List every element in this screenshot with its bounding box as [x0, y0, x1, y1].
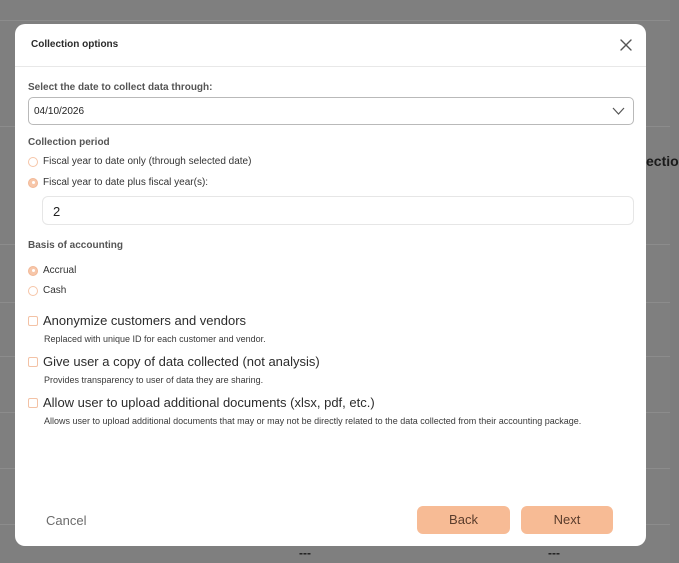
anonymize-checkbox[interactable] — [28, 316, 38, 326]
fiscal-years-input[interactable] — [42, 196, 634, 225]
radio-button[interactable] — [28, 157, 38, 167]
fiscal-years-value: 2 — [53, 204, 61, 219]
radio-button[interactable] — [28, 266, 38, 276]
close-button[interactable] — [618, 37, 634, 53]
radio-label: Fiscal year to date only (through selected date) — [43, 156, 252, 167]
radio-label: Cash — [43, 285, 67, 296]
back-button[interactable]: Back — [417, 506, 510, 534]
checkbox-label: Allow user to upload additional documents (xlsx, pdf, etc.) — [43, 395, 375, 410]
background-column-header: ectio — [646, 153, 679, 169]
copy-data-checkbox[interactable] — [28, 357, 38, 367]
checkbox-label: Anonymize customers and vendors — [43, 313, 247, 328]
radio-ytd-only[interactable] — [28, 156, 251, 167]
upload-docs-checkbox-row[interactable] — [28, 395, 375, 410]
checkbox-description: Allows user to upload additional documents that may or may not be directly related to the data collected from their accounting package. — [44, 416, 582, 426]
modal-header — [15, 24, 646, 67]
checkbox-description: Provides transparency to user of data they are sharing. — [44, 375, 264, 385]
radio-ytd-plus-years[interactable] — [28, 177, 208, 188]
checkbox-description: Replaced with unique ID for each customer and vendor. — [44, 334, 266, 344]
next-button[interactable]: Next — [521, 506, 613, 534]
chevron-down-icon — [612, 106, 625, 116]
collection-period-label: Collection period — [28, 137, 110, 148]
radio-label: Fiscal year to date plus fiscal year(s): — [43, 177, 209, 188]
date-select[interactable] — [28, 97, 634, 125]
date-section-label: Select the date to collect data through: — [28, 82, 213, 93]
copy-data-checkbox-row[interactable] — [28, 354, 320, 369]
background-dash: --- — [299, 546, 311, 560]
upload-docs-checkbox[interactable] — [28, 398, 38, 408]
selected-date: 04/10/2026 — [34, 106, 85, 117]
background-dash: --- — [548, 546, 560, 560]
radio-button[interactable] — [28, 178, 38, 188]
checkbox-label: Give user a copy of data collected (not analysis) — [43, 354, 320, 369]
modal-title: Collection options — [31, 39, 119, 50]
cancel-button[interactable]: Cancel — [46, 513, 87, 528]
anonymize-checkbox-row[interactable] — [28, 313, 246, 328]
basis-of-accounting-label: Basis of accounting — [28, 240, 124, 251]
radio-label: Accrual — [43, 265, 77, 276]
collection-options-modal — [15, 24, 646, 546]
close-icon — [618, 37, 634, 53]
radio-accrual[interactable] — [28, 265, 76, 276]
radio-cash[interactable] — [28, 285, 66, 296]
radio-button[interactable] — [28, 286, 38, 296]
background-divider — [0, 20, 670, 21]
